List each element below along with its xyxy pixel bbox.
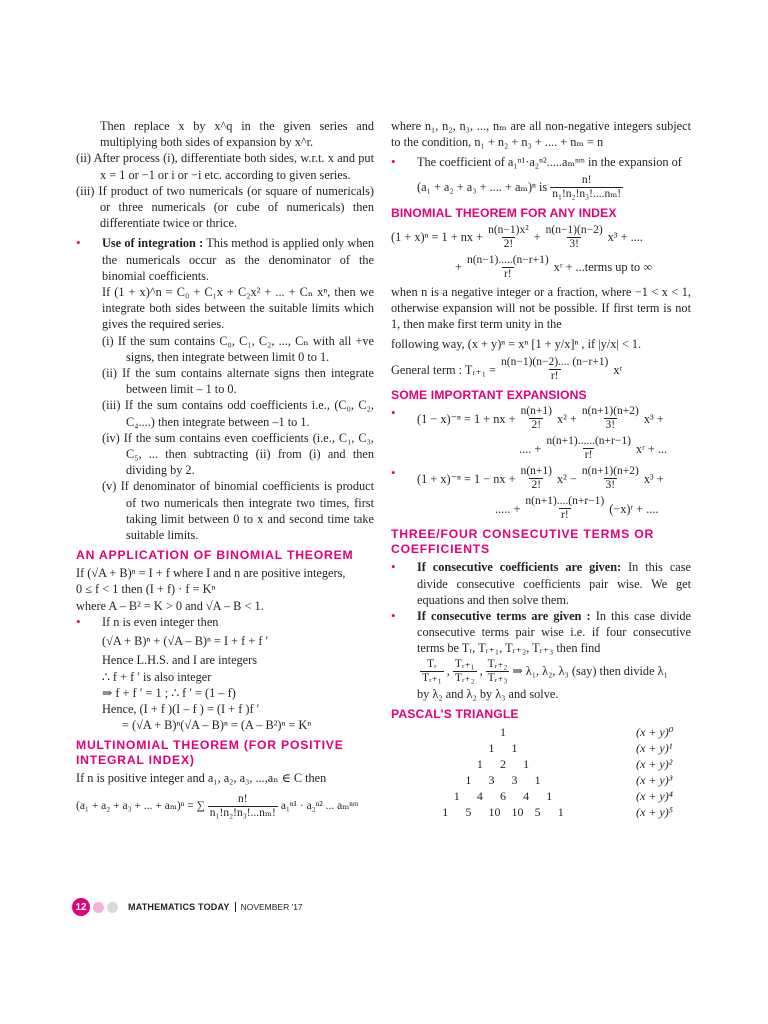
math-line: If (√A + B)ⁿ = I + f where I and n are positive integers, xyxy=(76,566,346,581)
numerator: n(n−1)(n−2).... (n−r+1) xyxy=(501,356,609,369)
math-line: where A – B² = K > 0 and √A – B < 1. xyxy=(76,598,264,613)
denominator: Tᵣ₊₃ xyxy=(487,671,508,684)
binomial-formula-line2 xyxy=(391,254,691,281)
formula-part: x² − xyxy=(556,471,577,486)
paragraph: Then replace x by x^q in the given series and multiplying both sides of expansion by x^r. xyxy=(100,119,374,150)
ratio-formula: $\frac{\text{Tᵣ}}{\text{Tᵣ₊₁}}$ , $\frac{\text{Tᵣ₊₁}}{\text{Tᵣ₊₂}}$ , $\frac{\text{Tᵣ₊₂}}{\text{Tᵣ₊₃}}$ ⇒ λ₁, λ₂, λ₃ (say) then divide λ₁ xyxy=(422,657,668,684)
numerator: Tᵣ₊₂ xyxy=(487,657,508,670)
math-line: Hence, (I + f )(I – f ) = (I + f )f ′ xyxy=(102,701,260,716)
bullet-even xyxy=(76,614,374,630)
plus-sign: + xyxy=(455,260,462,274)
pascal-cell: 6 xyxy=(500,788,506,803)
fraction xyxy=(453,658,477,685)
formula-tail: x³ + .... xyxy=(607,230,643,244)
fraction xyxy=(544,435,633,462)
formula-part: x³ + xyxy=(643,471,664,486)
expansion-line xyxy=(391,495,691,522)
coefficient-formula xyxy=(391,174,691,201)
denominator: r! xyxy=(560,509,569,522)
pascal-triangle xyxy=(391,724,691,819)
pascal-cell: 1 xyxy=(511,740,518,755)
numerator: n(n+1) xyxy=(520,405,552,418)
denominator: n₁!n₂!n₃!....nₘ! xyxy=(552,187,622,200)
section-heading: BINOMIAL THEOREM FOR ANY INDEX xyxy=(391,205,617,220)
formula-part: (−x)ʳ + .... xyxy=(609,501,659,516)
formula-part: ⇒ λ₁, λ₂, λ₃ (say) then divide λ₁ xyxy=(512,664,668,679)
bullet-consecutive-terms xyxy=(391,608,691,657)
list-item: (v) If denominator of binomial coefficients is product of two numericals then integrate two times, first taking limit between 0 to x and second time take suitable limits. xyxy=(102,479,374,543)
numerator: Tᵣ₊₁ xyxy=(454,657,475,670)
bold-heading: If consecutive coefficients are given: xyxy=(417,560,622,575)
list-item: (ii) If the sum contains alternate signs then integrate between limit – 1 to 0. xyxy=(102,366,374,397)
pascal-cell: 4 xyxy=(523,788,530,803)
numerator: n(n+1) xyxy=(520,465,552,478)
bullet-integration xyxy=(76,235,374,284)
fraction xyxy=(486,658,510,685)
pascal-cell: 2 xyxy=(500,756,506,771)
pascal-cell: 5 xyxy=(465,804,472,819)
right-column xyxy=(391,118,691,819)
formula-part: .... + xyxy=(519,441,542,456)
denominator: r! xyxy=(584,449,593,462)
list-item: (iv) If the sum contains even coefficients (i.e., C₁, C₃, C₅, ... then subtracting (ii) from (i) and then dividing by 2. xyxy=(102,430,374,478)
numerator: Tᵣ xyxy=(427,657,437,670)
list-item: (ii) After process (i), differentiate both sides, w.r.t. x and put x = 1 or −1 or i or −i etc. according to given series. xyxy=(76,151,374,182)
denominator: r! xyxy=(503,267,512,280)
divider xyxy=(235,902,236,912)
math-line: ⇒ f + f ′ = 1 ; ∴ f ′ = (1 – f) xyxy=(102,685,236,700)
bullet-consecutive-coefficients xyxy=(391,559,691,608)
formula-lhs: (1 + x)ⁿ = 1 + nx + xyxy=(391,230,484,244)
math-line: = (√A + B)ⁿ(√A – B)ⁿ = (A – B²)ⁿ = Kⁿ xyxy=(122,718,312,733)
list-item: (i) If the sum contains C₀, C₁, C₂, ..., Cₙ with all +ve signs, then integrate between limit 0 to 1. xyxy=(102,333,374,364)
pascal-cell: 1 xyxy=(546,788,553,803)
pascal-row-label: (x + y)² xyxy=(636,756,673,771)
formula-part: ..... + xyxy=(495,501,521,516)
numerator: n(n+1)(n+2) xyxy=(581,405,639,418)
list-item: (iii) If the sum contains odd coefficients i.e., (C₀, C₂, C₄....) then integrate between –1 to 1. xyxy=(102,398,374,429)
fraction xyxy=(519,465,554,492)
expansion-line xyxy=(391,435,691,462)
section-heading: SOME IMPORTANT EXPANSIONS xyxy=(391,388,587,403)
bold-heading: If consecutive terms are given : xyxy=(417,609,591,624)
decor-dot-icon xyxy=(93,902,104,913)
numerator: n(n+1)......(n+r−1) xyxy=(546,435,631,448)
fraction xyxy=(523,495,606,522)
pascal-cell: 5 xyxy=(534,804,541,819)
formula-rhs: a₁ⁿ¹ · a₂ⁿ² ... aₘⁿᵐ xyxy=(280,799,359,812)
math-line: (√A + B)ⁿ + (√A – B)ⁿ = I + f + f ′ xyxy=(102,634,269,649)
pascal-cell: 1 xyxy=(534,772,541,787)
expansion-line xyxy=(417,465,691,492)
math-line: Hence L.H.S. and I are integers xyxy=(102,653,258,668)
fraction xyxy=(499,356,610,383)
denominator: 2! xyxy=(531,419,542,432)
denominator: 3! xyxy=(605,419,616,432)
bullet-expansion-2 xyxy=(391,465,691,492)
math-line: If n is positive integer and a₁, a₂, a₃, ...,aₙ ∈ C then xyxy=(76,771,327,786)
fraction xyxy=(486,224,531,251)
expansion-line xyxy=(417,405,691,432)
bullet-coefficient xyxy=(391,154,691,170)
fraction xyxy=(465,254,551,281)
section-heading: THREE/FOUR CONSECUTIVE TERMS OR COEFFICIENTS xyxy=(391,527,655,557)
formula-part: x³ + xyxy=(643,411,664,426)
multinomial-formula xyxy=(76,793,374,820)
binomial-formula-line1 xyxy=(391,224,691,251)
formula-lhs: (a₁ + a₂ + a₃ + ... + aₘ)ⁿ = ∑ xyxy=(76,799,205,812)
magazine-name: MATHEMATICS TODAY xyxy=(128,902,230,912)
paragraph: If n is even integer then xyxy=(102,614,219,629)
numerator: n(n−1)x² xyxy=(488,223,529,236)
denominator: Tᵣ₊₁ xyxy=(422,671,442,684)
pascal-cell: 1 xyxy=(453,788,460,803)
denominator: r! xyxy=(550,370,559,383)
fraction xyxy=(580,405,641,432)
fraction xyxy=(420,658,444,685)
formula-tail: xʳ xyxy=(613,362,623,377)
formula-tail: xʳ + ...terms up to ∞ xyxy=(553,260,652,274)
pascal-cell: 1 xyxy=(476,756,483,771)
formula-part: x² + xyxy=(556,411,577,426)
paragraph: by λ₂ and λ₂ by λ₃ and solve. xyxy=(417,686,559,701)
math-line: 0 ≤ f < 1 then (I + f) · f = Kⁿ xyxy=(76,582,216,597)
formula-lhs: (a₁ + a₂ + a₃ + .... + aₘ)ⁿ is xyxy=(417,180,548,194)
bold-heading: Use of integration : xyxy=(102,236,204,251)
page-footer xyxy=(72,897,472,917)
pascal-row-label: (x + y)³ xyxy=(636,772,673,787)
fraction xyxy=(519,405,554,432)
numerator: n(n+1)(n+2) xyxy=(581,465,639,478)
denominator: Tᵣ₊₂ xyxy=(454,671,475,684)
math-line: ∴ f + f ′ is also integer xyxy=(102,669,212,684)
bullet-expansion-1 xyxy=(391,405,691,432)
paragraph: This method is applied only when the numericals occur as the denominator of the binomial coefficients. xyxy=(102,236,374,283)
numerator: n! xyxy=(238,792,248,805)
pascal-cell: 4 xyxy=(476,788,483,803)
paragraph: when n is a negative integer or a fraction, where −1 < x < 1, otherwise expansion will not be possible. If first term is not 1, then make first term unity in the xyxy=(391,284,691,332)
pascal-cell: 1 xyxy=(442,804,449,819)
fraction xyxy=(208,793,278,820)
pascal-cell: 3 xyxy=(511,772,518,787)
formula-lhs: General term : Tᵣ₊₁ = xyxy=(391,362,496,377)
paragraph: In this case divide consecutive coefficients pair wise. We get equations and then solve them. xyxy=(417,560,691,607)
page-number: 12 xyxy=(72,898,90,916)
denominator: 2! xyxy=(531,479,542,492)
numerator: n(n+1)....(n+r−1) xyxy=(525,495,605,508)
denominator: 2! xyxy=(503,237,514,250)
pascal-cell: 1 xyxy=(523,756,530,771)
denominator: 3! xyxy=(605,479,616,492)
fraction xyxy=(550,174,623,201)
formula-part: xʳ + ... xyxy=(635,441,668,456)
decor-dot-icon xyxy=(107,902,118,913)
pascal-cell: 10 xyxy=(511,804,524,819)
pascal-cell: 1 xyxy=(500,724,506,739)
list-item: (iii) If product of two numericals (or square of numericals) or three numericals (or cube of numericals) then differentiate twice or thrice. xyxy=(76,183,374,231)
pascal-cell: 1 xyxy=(488,740,495,755)
numerator: n! xyxy=(581,173,592,186)
pascal-row-label: (x + y)¹ xyxy=(636,740,673,755)
pascal-row-label: (x + y)⁵ xyxy=(636,804,673,819)
left-column xyxy=(76,118,374,823)
general-term-formula xyxy=(391,356,691,383)
pascal-row-label: (x + y)⁴ xyxy=(636,788,673,803)
pascal-cell: 3 xyxy=(488,772,495,787)
formula-lhs: • (1 − x)⁻ⁿ = 1 + nx + xyxy=(417,411,516,426)
section-heading: AN APPLICATION OF BINOMIAL THEOREM xyxy=(76,548,354,563)
issue-date: NOVEMBER '17 xyxy=(240,902,303,912)
plus-sign: + xyxy=(533,230,541,244)
math-line: following way, (x + y)ⁿ = xⁿ [1 + y/x]ⁿ , if |y/x| < 1. xyxy=(391,337,642,352)
section-heading: MULTINOMIAL THEOREM (FOR POSITIVE INTEGRAL INDEX) xyxy=(76,738,344,768)
paragraph: The coefficient of a₁ⁿ¹·a₂ⁿ².....aₘⁿᵐ in the expansion of xyxy=(417,155,682,170)
section-heading: PASCAL'S TRIANGLE xyxy=(391,706,519,721)
numerator: n(n−1)(n−2) xyxy=(545,223,603,236)
formula-lhs: • (1 + x)⁻ⁿ = 1 − nx + xyxy=(417,471,516,486)
pascal-cell: 1 xyxy=(557,804,564,819)
denominator: n₁!n₂!n₃!...nₘ! xyxy=(209,806,276,819)
fraction xyxy=(544,224,605,251)
pascal-row-label: (x + y)⁰ xyxy=(636,724,674,739)
fraction xyxy=(580,465,641,492)
numerator: n(n−1).....(n−r+1) xyxy=(466,253,549,266)
paragraph: If (1 + x)^n = C₀ + C₁x + C₂x² + ... + Cₙ xⁿ, then we integrate both sides between the suitable limits which gives the required series. xyxy=(102,285,374,332)
paragraph: In this case divide consecutive terms pair wise i.e. if four consecutive terms be Tᵣ, Tᵣ₊₁, Tᵣ₊₂, Tᵣ₊₃ then find xyxy=(417,609,691,656)
paragraph: where n₁, n₂, n₃, ..., nₘ are all non-negative integers subject to the condition, n₁ + n₂ + n₃ + .... + nₘ = n xyxy=(391,119,691,150)
pascal-cell: 1 xyxy=(465,772,472,787)
pascal-cell: 10 xyxy=(488,804,501,819)
denominator: 3! xyxy=(569,237,579,250)
